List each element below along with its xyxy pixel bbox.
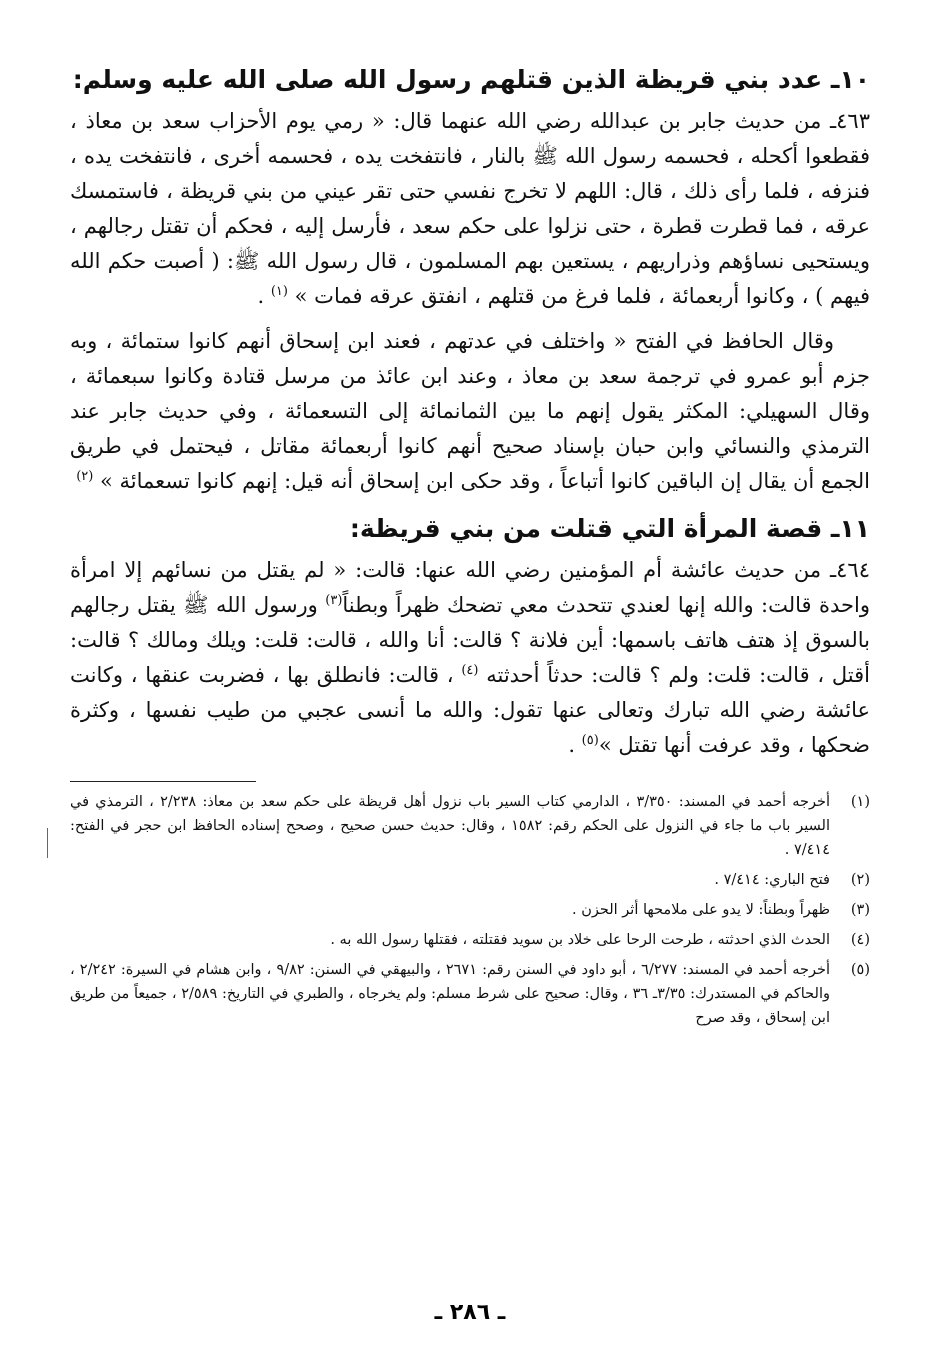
footnote-number: (١) bbox=[850, 794, 870, 810]
footnote-ref-1[interactable]: (١) bbox=[270, 284, 288, 299]
footnote-ref-4[interactable]: (٤) bbox=[461, 663, 479, 678]
footnote-text: أخرجه أحمد في المسند: ٣/٣٥٠ ، الدارمي كتاب السير باب نزول أهل قريظة على حكم سعد بن معاذ: ٢/٢٣٨ ، الترمذي في السير باب ما جاء في النزول على الحكم رقم: ١٥٨٢ ، وقال: حديث حسن صحيح ، وصحح إسناده الحافظ ابن حجر في الفتح: ٧/٤١٤ . bbox=[70, 794, 831, 858]
hadith-464 bbox=[70, 553, 870, 763]
hafiz-quote-paragraph bbox=[70, 324, 870, 499]
footnote-number: (٢) bbox=[850, 872, 870, 888]
footnote-text: فتح الباري: ٧/٤١٤ . bbox=[714, 872, 830, 888]
footnote-ref-2[interactable]: (٢) bbox=[76, 469, 94, 484]
hadith-463-tail: . bbox=[257, 284, 271, 308]
footnote-text: ظهراً وبطناً: لا يدو على ملامحها أثر الحزن . bbox=[572, 902, 830, 918]
footnote-2 bbox=[70, 868, 870, 892]
footnotes bbox=[70, 790, 870, 1030]
hafiz-quote-text: وقال الحافظ في الفتح « واختلف في عدتهم ، فعند ابن إسحاق أنهم كانوا ستمائة ، وبه جزم أبو عمرو في ترجمة سعد بن معاذ ، وعند ابن عائذ من مرسل قتادة وكانوا سبعمائة ، وقال السهيلي: المكثر يقول إنهم ما بين الثمانمائة إلى التسعمائة ، وفي حديث جابر عند الترمذي والنسائي وابن حبان بإسناد صحيح أنهم كانوا أربعمائة مقاتل ، فيحتمل في طريق الجمع أن يقال إن الباقين كانوا أتباعاً ، وقد حكى ابن إسحاق أنه قيل: إنهم كانوا تسعمائة » bbox=[70, 329, 870, 493]
footnote-1 bbox=[70, 790, 870, 862]
footnote-3 bbox=[70, 898, 870, 922]
footnote-ref-5[interactable]: (٥) bbox=[581, 733, 599, 748]
margin-mark bbox=[47, 828, 48, 858]
footnote-5 bbox=[70, 958, 870, 1030]
hadith-464-part2: ورسول الله ﷺ يقتل رجالهم بالسوق إذ هتف هاتف باسمها: أين فلانة ؟ قالت: أنا والله ، قالت: قلت: ويلك ومالك ؟ قالت: أقتل ، قالت: قلت: ولم ؟ قالت: حدثاً أحدثته bbox=[70, 593, 870, 687]
section-heading-10: ١٠ـ عدد بني قريظة الذين قتلهم رسول الله صلى الله عليه وسلم: bbox=[72, 65, 870, 94]
footnote-ref-3[interactable]: (٣) bbox=[325, 593, 343, 608]
footnote-number: (٤) bbox=[850, 932, 870, 948]
hadith-464-text: ٤٦٤ـ من حديث عائشة أم المؤمنين رضي الله عنها: قالت: « لم يقتل من نسائهم إلا امرأة واحدة قالت: والله إنها لعندي تتحدث معي تضحك ظهراً وبطناً bbox=[70, 558, 870, 617]
section-heading-11: ١١ـ قصة المرأة التي قتلت من بني قريظة: bbox=[349, 514, 870, 543]
footnote-number: (٥) bbox=[850, 962, 870, 978]
hadith-463-text: ٤٦٣ـ من حديث جابر بن عبدالله رضي الله عنهما قال: « رمي يوم الأحزاب سعد بن معاذ ، فقطعوا أكحله ، فحسمه رسول الله ﷺ بالنار ، فانتفخت يده ، فحسمه أخرى ، فانتفخت يده ، فنزفه ، فلما رأى ذلك ، قال: اللهم لا تخرج نفسي حتى تقر عيني من بني قريظة ، فاستمسك عرقه ، فما قطرت قطرة ، حتى نزلوا على حكم سعد ، فأرسل إليه ، فحكم أن تقتل رجالهم ، ويستحيى نساؤهم وذراريهم ، يستعين بهم المسلمون ، قال رسول الله ﷺ: ( أصبت حكم الله فيهم ) ، وكانوا أربعمائة ، فلما فرغ من قتلهم ، انفتق عرقه فمات » bbox=[70, 109, 870, 308]
footnote-divider bbox=[70, 781, 256, 782]
footnote-number: (٣) bbox=[850, 902, 870, 918]
hadith-463 bbox=[70, 104, 870, 314]
footnote-text: الحدث الذي احدثته ، طرحت الرحا على خلاد بن سويد فقتلته ، فقتلها رسول الله به . bbox=[330, 932, 830, 948]
hadith-464-part3: ، قالت: فانطلق بها ، فضربت عنقها ، وكانت عائشة رضي الله تبارك وتعالى عنها تقول: والله ما أنسى عجبي من طيب نفسها ، وكثرة ضحكها ، وقد عرفت أنها تقتل » bbox=[70, 663, 870, 757]
footnote-text: أخرجه أحمد في المسند: ٦/٢٧٧ ، أبو داود في السنن رقم: ٢٦٧١ ، والبيهقي في السنن: ٩/٨٢ ، وابن هشام في السيرة: ٢/٢٤٢ ، والحاكم في المستدرك: ٣/٣٥ـ ٣٦ ، وقال: صحيح على شرط مسلم: ولم يخرجاه ، والطبري في التاريخ: ٢/٥٨٩ ، جميعاً من طريق ابن إسحاق ، وقد صرح bbox=[70, 962, 830, 1026]
page-number: ـ ٢٨٦ ـ bbox=[434, 1300, 506, 1325]
footnote-4 bbox=[70, 928, 870, 952]
hadith-464-end: . bbox=[568, 733, 582, 757]
